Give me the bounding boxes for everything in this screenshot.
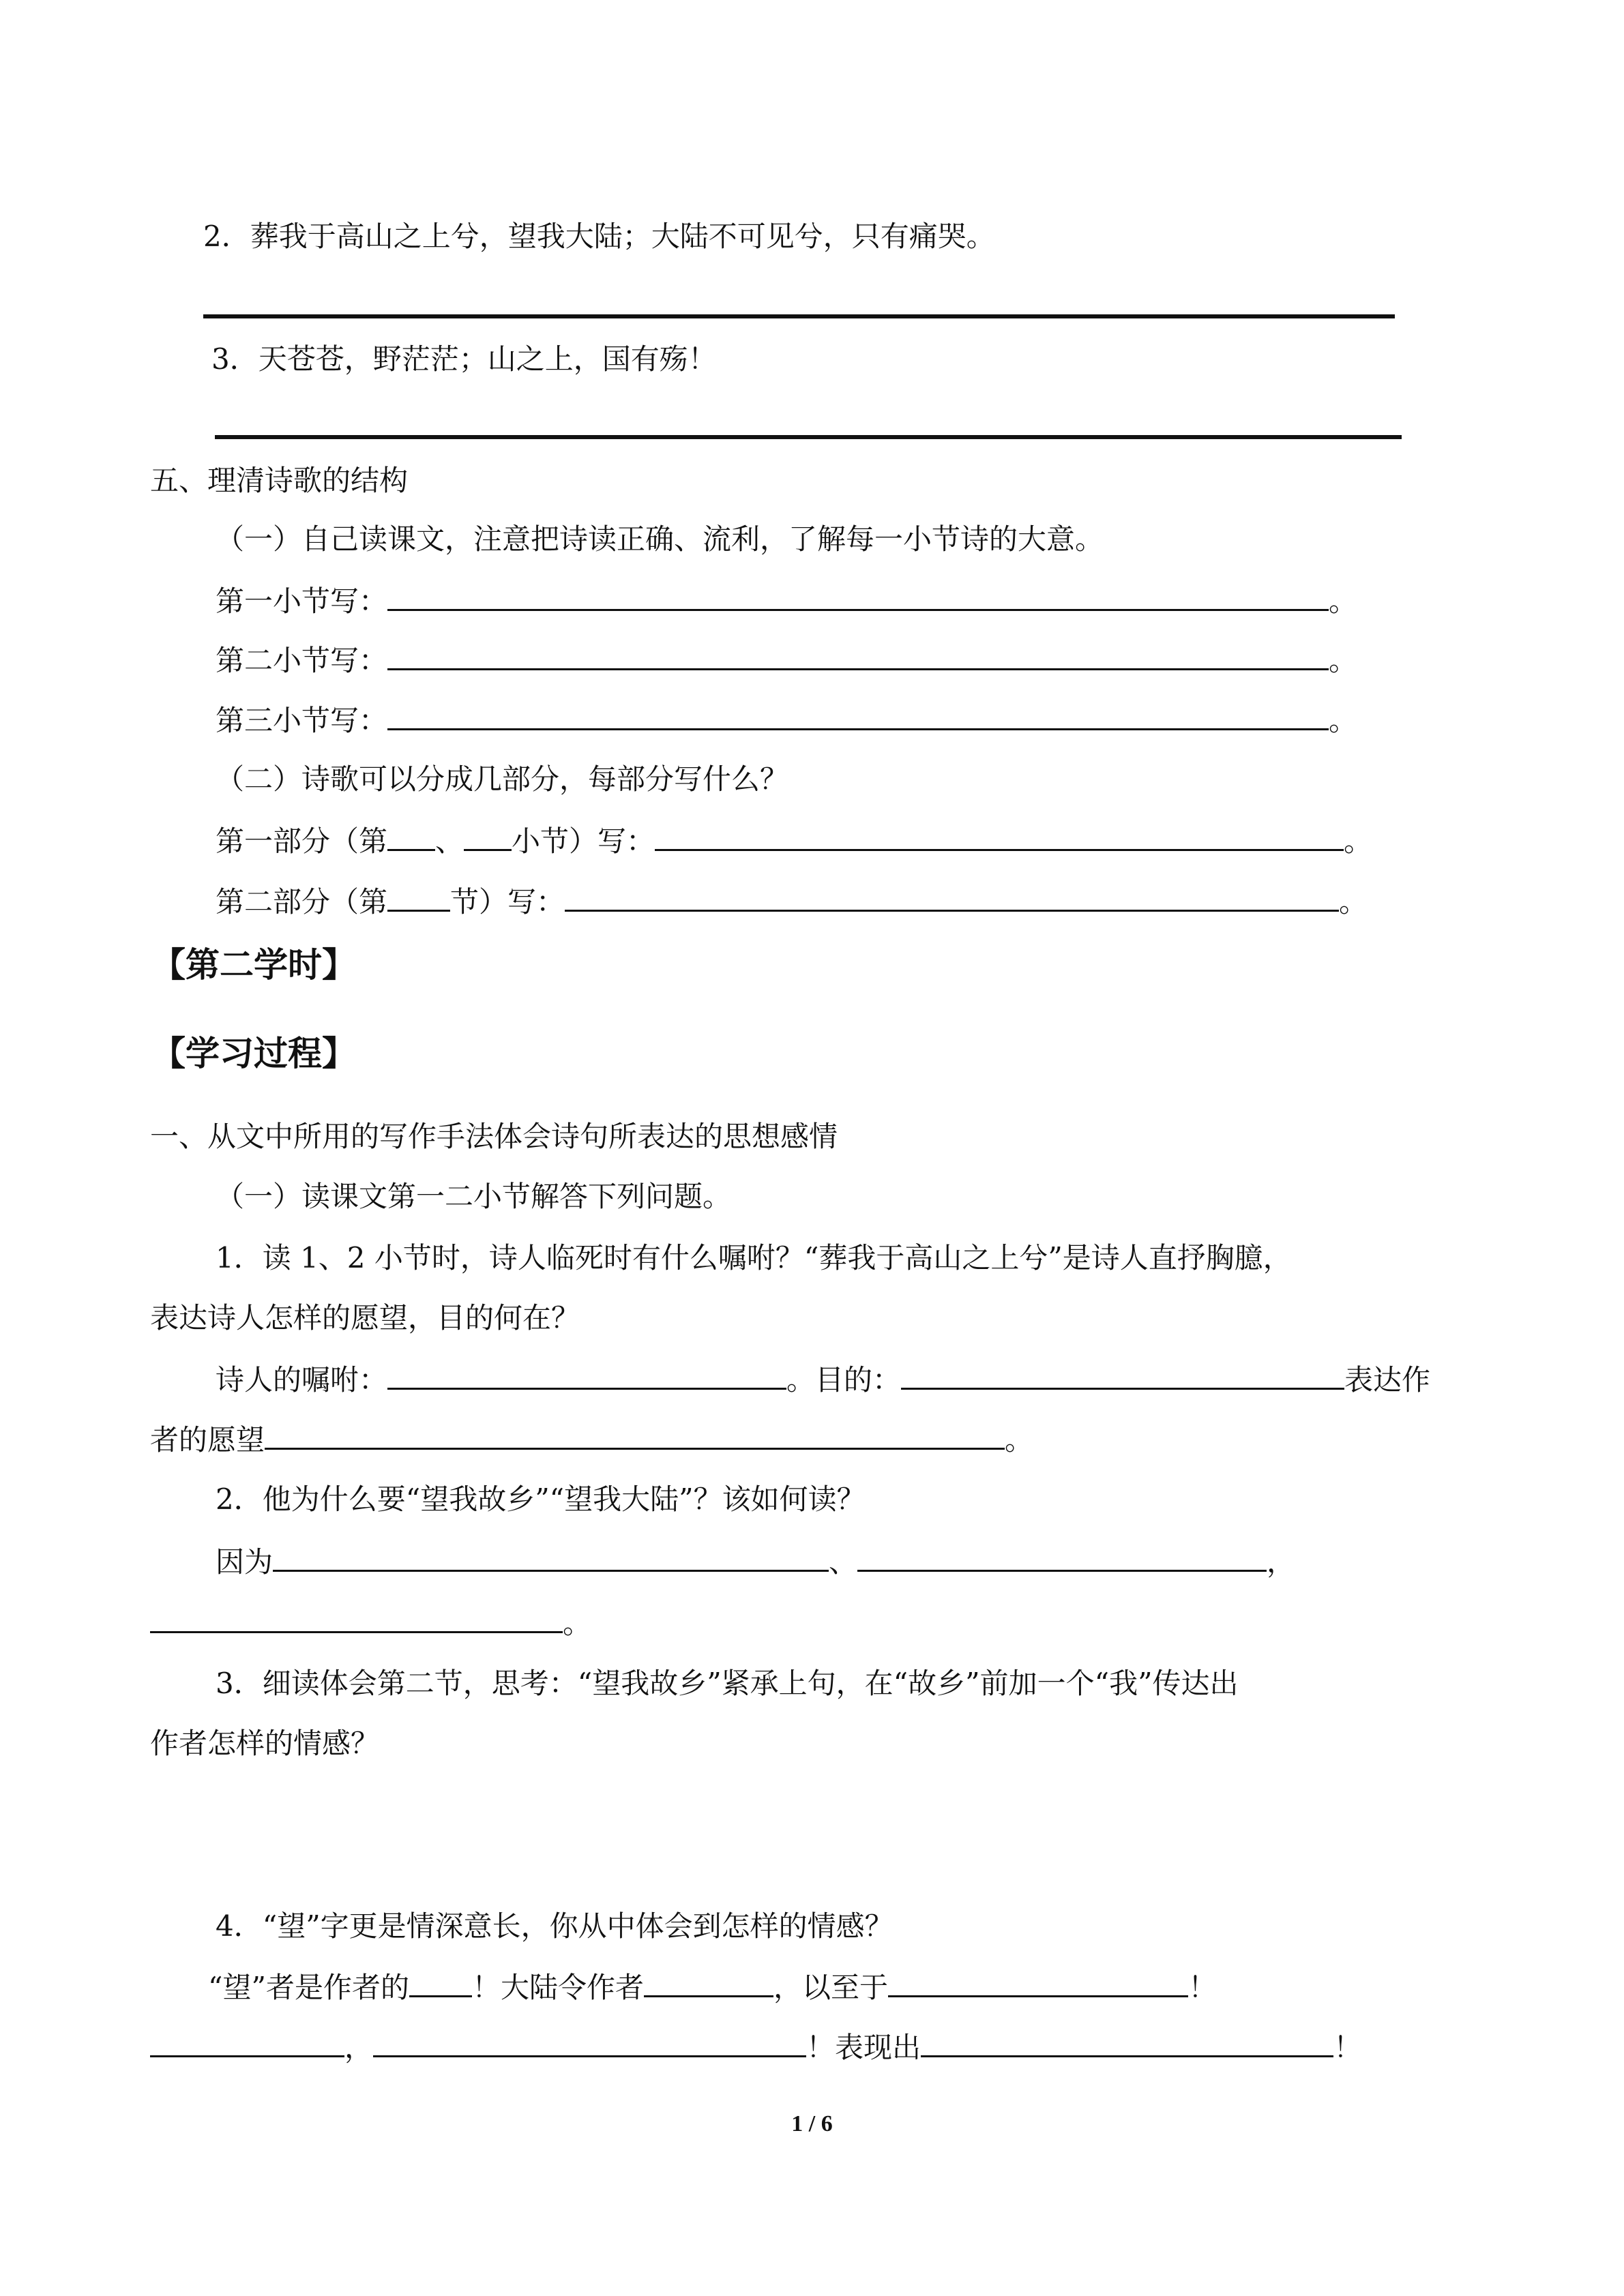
question-1-line-2: 表达诗人怎样的愿望，目的何在？	[150, 1301, 580, 1335]
answer-1-label-d: 者的愿望	[150, 1423, 265, 1457]
part-1-blank-start[interactable]	[387, 822, 435, 851]
answer-4-label-f: ！表现出	[806, 2031, 921, 2064]
answer-1-label-c: 表达作	[1344, 1363, 1431, 1397]
part-2-blank-stanza[interactable]	[387, 882, 450, 912]
stanza-2-period: 。	[1329, 644, 1358, 677]
answer-2-row	[216, 1542, 1295, 1581]
answer-4-label-d: ！	[1187, 1971, 1217, 2004]
answer-4-row	[208, 1968, 1217, 2006]
answer-2-blank-reason-2[interactable]	[857, 1542, 1267, 1572]
answer-4-label-e: ，	[344, 2031, 374, 2064]
answer-1-label-b: 。目的：	[786, 1363, 902, 1397]
question-2: 2．他为什么要“望我故乡”“望我大陆”？该如何读？	[216, 1482, 866, 1516]
stanza-3-period: 。	[1329, 704, 1358, 737]
part-1-blank-content[interactable]	[655, 822, 1344, 851]
stanza-3-label: 第三小节写：	[216, 704, 388, 737]
section-five-sub1: （一）自己读课文，注意把诗读正确、流利，了解每一小节诗的大意。	[216, 522, 1104, 556]
part-2-blank-content[interactable]	[565, 882, 1339, 912]
answer-1-period: 。	[1005, 1423, 1034, 1457]
answer-2-label-a: 因为	[216, 1545, 274, 1579]
answer-line-3	[215, 435, 1402, 439]
poem-line-3: 3．天苍苍，野茫茫；山之上，国有殇！	[211, 342, 717, 376]
stanza-3-row	[216, 701, 1357, 739]
part-1-label-b: 、	[435, 824, 464, 858]
question-1-line-1: 1．读 1、2 小节时，诗人临死时有什么嘱咐？“葬我于高山之上兮”是诗人直抒胸臆，	[216, 1241, 1292, 1274]
stanza-2-label: 第二小节写：	[216, 644, 388, 677]
stanza-1-period: 。	[1329, 584, 1358, 618]
question-3-line-2: 作者怎样的情感？	[150, 1727, 380, 1760]
answer-2-period: 。	[563, 1607, 592, 1640]
part-2-label-a: 第二部分（第	[216, 885, 388, 919]
answer-4-blank-5[interactable]	[373, 2028, 806, 2057]
stanza-1-row	[216, 582, 1357, 620]
part-1-blank-end[interactable]	[464, 822, 512, 851]
part-1-row	[216, 822, 1372, 860]
answer-1-blank-purpose[interactable]	[901, 1360, 1344, 1390]
question-3-line-1: 3．细读体会第二节，思考：“望我故乡”紧承上句，在“故乡”前加一个“我”传达出	[216, 1667, 1239, 1700]
stanza-2-blank[interactable]	[387, 641, 1329, 670]
part-2-period: 。	[1339, 885, 1368, 919]
part-1-label-c: 小节）写：	[512, 824, 655, 858]
answer-4-label-a: “望”者是作者的	[208, 1971, 409, 2004]
poem-line-2: 2．葬我于高山之上兮，望我大陆；大陆不可见兮，只有痛哭。	[203, 220, 995, 253]
answer-4-label-g: ！	[1333, 2031, 1363, 2064]
section-five-sub2: （二）诗歌可以分成几部分，每部分写什么？	[216, 762, 789, 796]
answer-1-blank-instruction[interactable]	[387, 1360, 786, 1390]
heading-second-period: 【第二学时】	[151, 945, 356, 985]
answer-4-row-2	[150, 2028, 1362, 2066]
answer-1-row-2	[150, 1420, 1033, 1459]
answer-line-2	[203, 314, 1395, 318]
heading-learning-process: 【学习过程】	[151, 1034, 356, 1073]
part-2-row	[216, 882, 1368, 921]
part-2-label-b: 节）写：	[450, 885, 565, 919]
answer-4-label-b: ！大陆令作者	[471, 1971, 644, 2004]
part-1-period: 。	[1344, 824, 1373, 858]
stanza-1-label: 第一小节写：	[216, 584, 388, 618]
answer-2-blank-reason[interactable]	[273, 1542, 829, 1572]
answer-2-label-c: ，	[1267, 1545, 1296, 1579]
answer-4-label-c: ，以至于	[773, 1971, 888, 2004]
answer-2-blank-reading[interactable]	[150, 1604, 563, 1633]
answer-4-blank-4[interactable]	[150, 2028, 344, 2057]
stanza-3-blank[interactable]	[387, 701, 1329, 730]
answer-4-blank-6[interactable]	[921, 2028, 1333, 2057]
page-number: 1 / 6	[791, 2111, 833, 2136]
answer-1-label-a: 诗人的嘱咐：	[216, 1363, 388, 1397]
section-one-title: 一、从文中所用的写作手法体会诗句所表达的思想感情	[150, 1120, 838, 1153]
stanza-1-blank[interactable]	[387, 582, 1329, 611]
answer-4-blank-3[interactable]	[888, 1968, 1188, 1997]
question-4: 4．“望”字更是情深意长，你从中体会到怎样的情感？	[216, 1909, 894, 1943]
answer-1-blank-wish[interactable]	[265, 1420, 1005, 1450]
answer-4-blank-2[interactable]	[644, 1968, 773, 1997]
part-1-label-a: 第一部分（第	[216, 824, 388, 858]
stanza-2-row	[216, 641, 1357, 679]
section-five-title: 五、理清诗歌的结构	[150, 464, 409, 497]
answer-2-row-2	[150, 1604, 591, 1642]
answer-1-row	[216, 1360, 1430, 1399]
answer-4-blank-1[interactable]	[409, 1968, 472, 1997]
section-one-sub1: （一）读课文第一二小节解答下列问题。	[216, 1180, 732, 1213]
answer-2-label-b: 、	[829, 1545, 858, 1579]
